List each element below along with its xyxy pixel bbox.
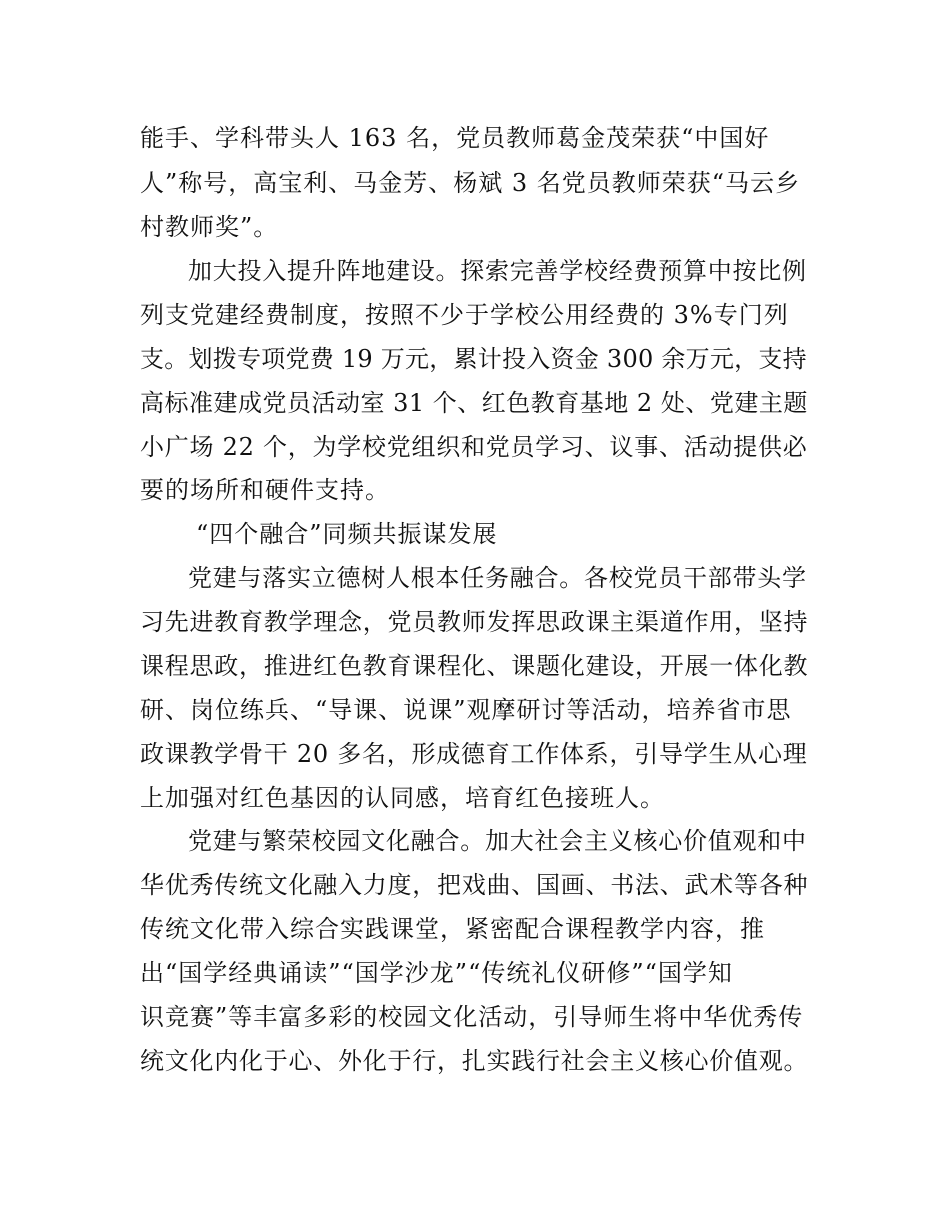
text-line: 统文化内化于心、外化于行，扎实践行社会主义核心价值观。 <box>140 1047 809 1075</box>
section-heading: “四个融合”同频共振谋发展 <box>196 520 498 548</box>
text-line: 村教师奖”。 <box>140 213 279 241</box>
text-line: 华优秀传统文化融入力度，把戏曲、国画、书法、武术等各种 <box>140 871 809 899</box>
text-line: 政课教学骨干 20 多名，形成德育工作体系，引导学生从心理 <box>140 740 808 768</box>
text-line: 列支党建经费制度，按照不少于学校公用经费的 3%专门列 <box>140 301 789 329</box>
text-line: 识竞赛”等丰富多彩的校园文化活动，引导师生将中华优秀传 <box>140 1003 804 1031</box>
paragraph-first-line: 党建与落实立德树人根本任务融合。各校党员干部带头学 <box>188 564 807 592</box>
text-line: 支。划拨专项党费 19 万元，累计投入资金 300 余万元，支持 <box>140 345 807 373</box>
paragraph-first-line: 党建与繁荣校园文化融合。加大社会主义核心价值观和中 <box>188 827 807 855</box>
text-line: 出“国学经典诵读”“国学沙龙”“传统礼仪研修”“国学知 <box>140 959 733 987</box>
paragraph-first-line: 加大投入提升阵地建设。探索完善学校经费预算中按比例 <box>188 257 807 285</box>
text-line: 习先进教育教学理念，党员教师发挥思政课主渠道作用，坚持 <box>140 608 809 636</box>
text-line: 研、岗位练兵、“导课、说课”观摩研讨等活动，培养省市思 <box>140 696 792 724</box>
text-line: 上加强对红色基因的认同感，培育红色接班人。 <box>140 784 665 812</box>
text-line: 能手、学科带头人 163 名，党员教师葛金茂荣获“中国好 <box>140 124 770 152</box>
text-line: 人”称号，高宝利、马金芳、杨斌 3 名党员教师荣获“马云乡 <box>140 169 801 197</box>
text-line: 小广场 22 个，为学校党组织和党员学习、议事、活动提供必 <box>140 433 808 461</box>
text-line: 要的场所和硬件支持。 <box>140 476 390 504</box>
text-line: 传统文化带入综合实践课堂，紧密配合课程教学内容，推 <box>140 915 765 943</box>
text-line: 高标准建成党员活动室 31 个、红色教育基地 2 处、党建主题 <box>140 389 808 417</box>
text-line: 课程思政，推进红色教育课程化、课题化建设，开展一体化教 <box>140 652 809 680</box>
